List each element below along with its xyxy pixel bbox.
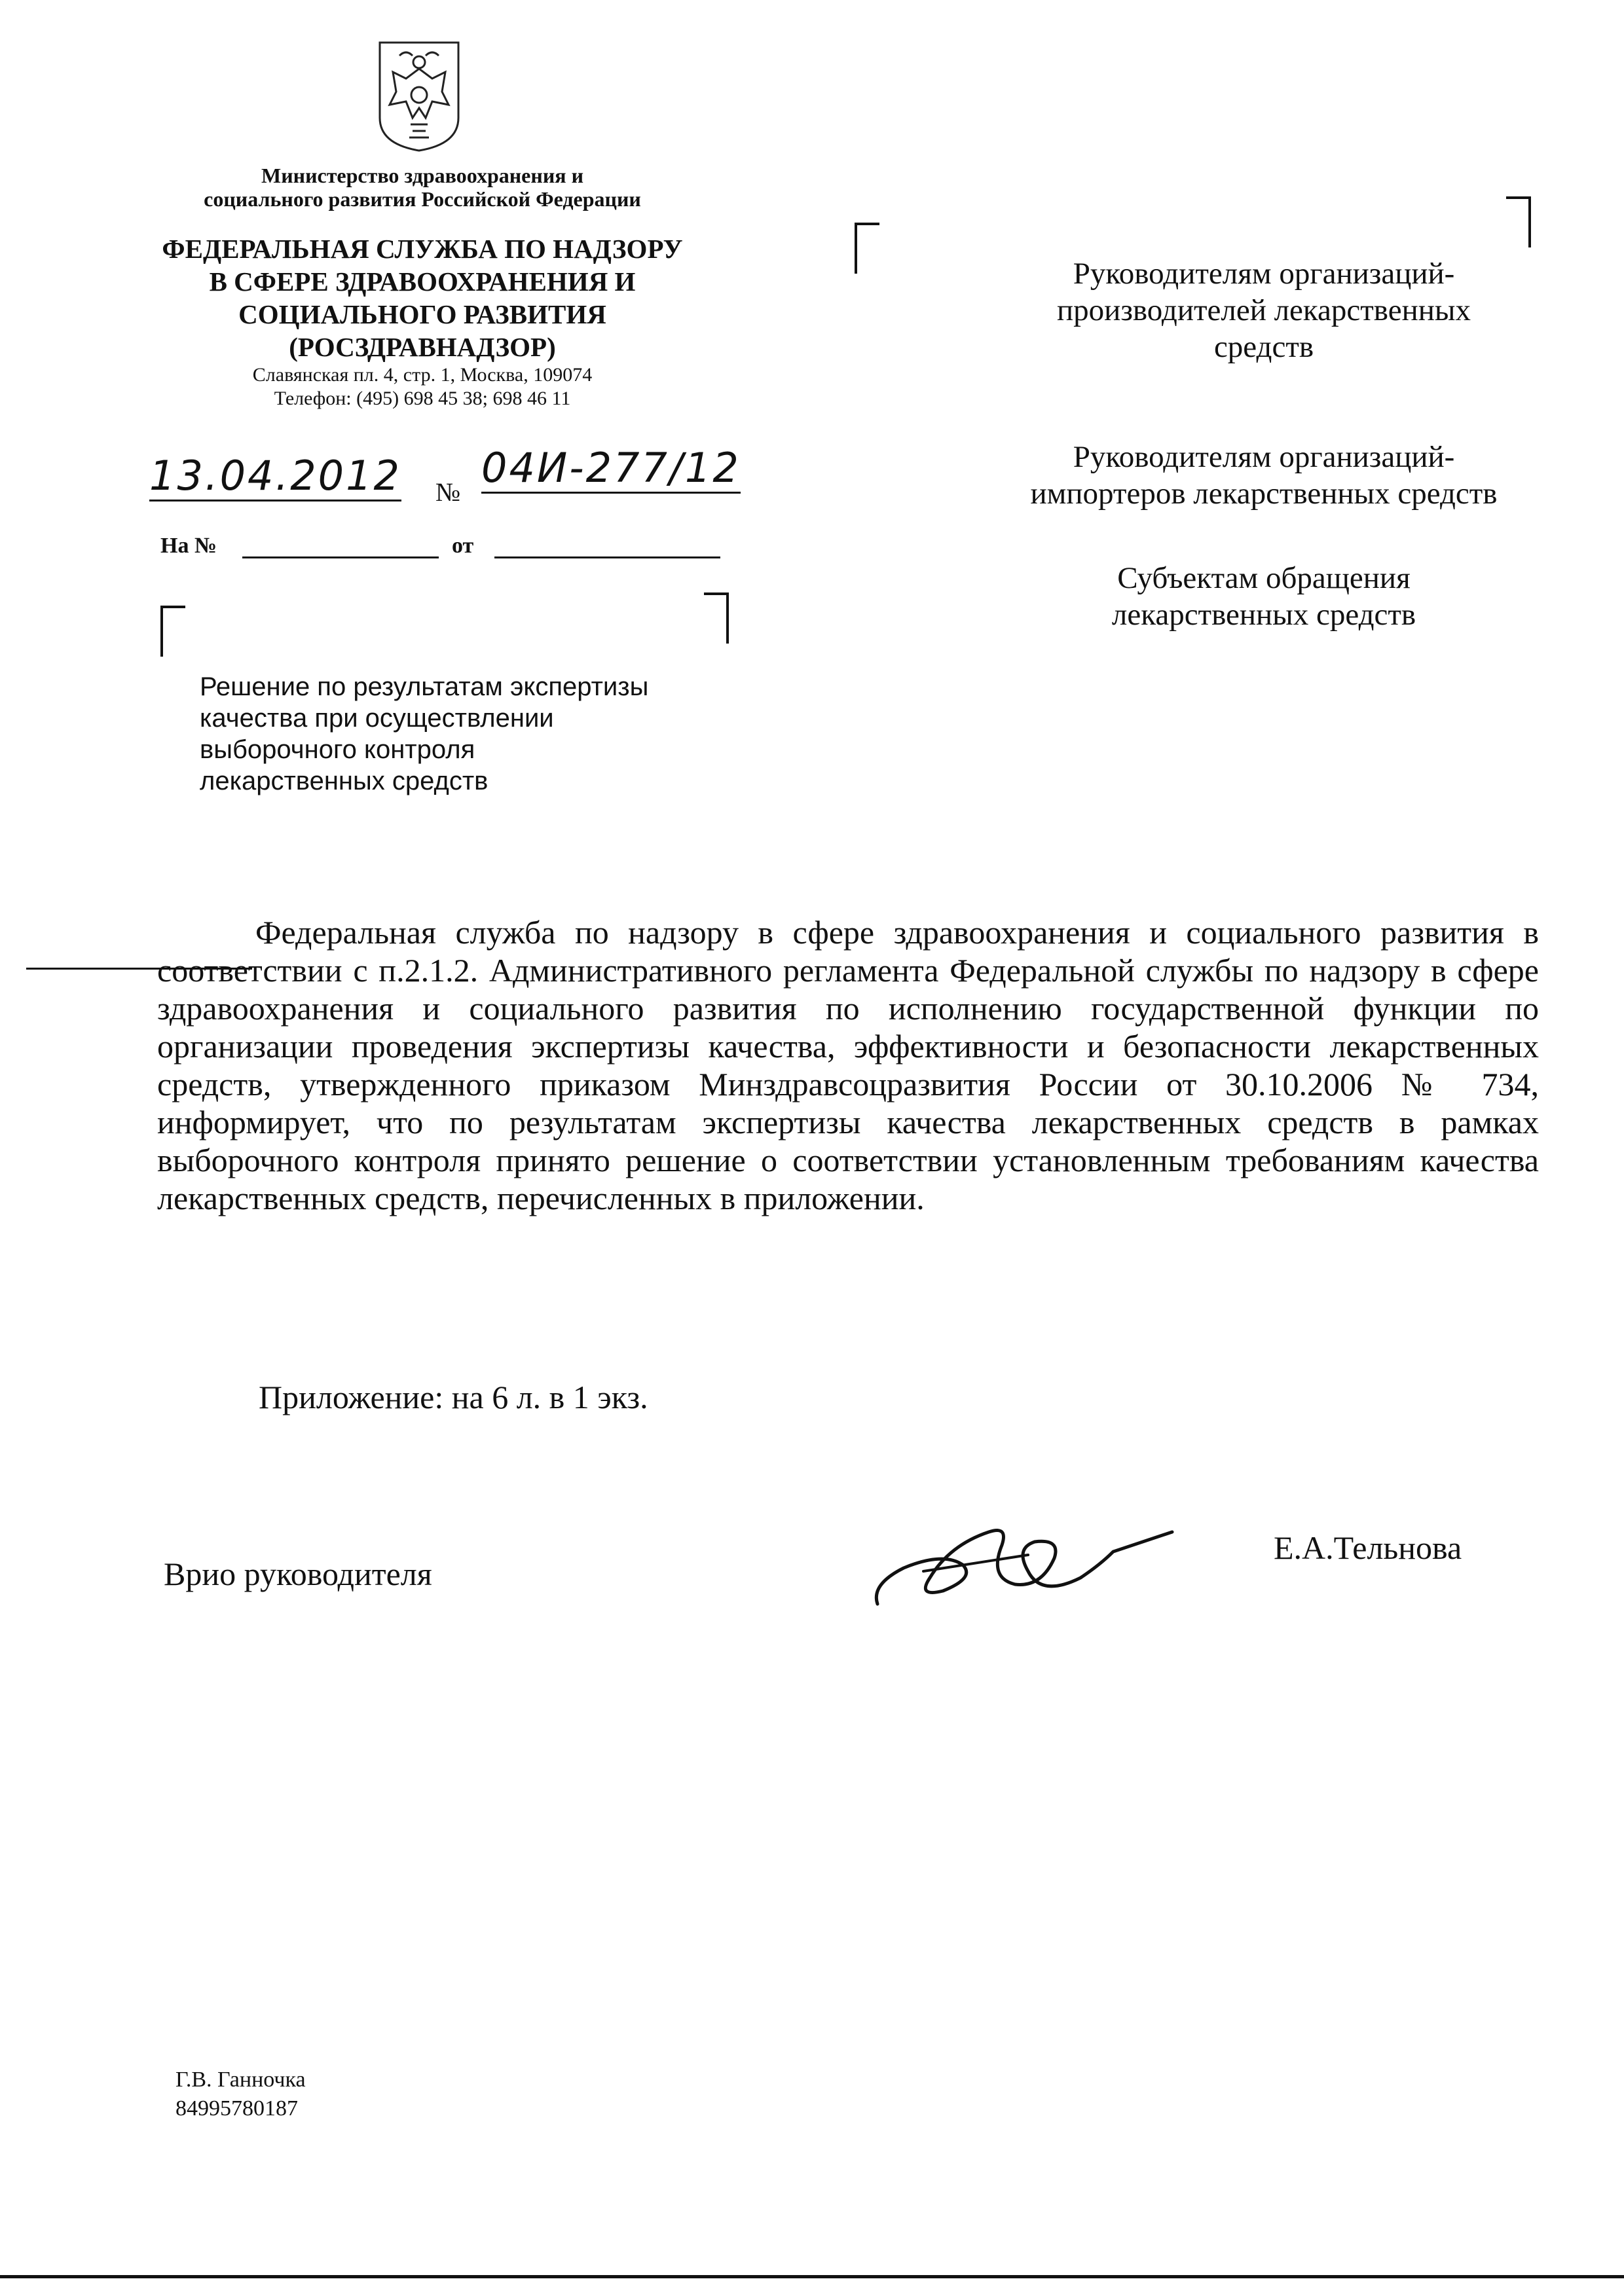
subject-line-2: качества при осуществлении — [200, 704, 554, 733]
subject-line-1: Решение по результатам экспертизы — [200, 672, 649, 701]
signatory-title: Врио руководителя — [164, 1556, 432, 1592]
letter-subject — [200, 671, 789, 797]
from-blank — [494, 556, 720, 558]
addressee-circulation-subjects — [910, 560, 1617, 633]
number-prefix: № — [435, 477, 461, 507]
letter-body: Федеральная служба по надзору в сфере здравоохранения и социального развития в соответствии с п.2.1.2. Административного регламента Федеральной службы по надзору в сфере здравоохранения и социального развития по исполнению государственной функции по организации проведения экспертизы качества, эффективности и безопасности лекарственных средств, утвержденного приказом Минздравсоцразвития России от 30.10.2006 № 734, информирует, что по результатам экспертизы качества лекарственных средств в рамках выборочного контроля принято решение о соответствии установленным требованиям качества лекарственных средств, перечисленных в приложении. — [157, 914, 1539, 1216]
addressee-line: лекарственных средств — [1111, 598, 1416, 632]
handwritten-signature — [864, 1506, 1179, 1624]
ministry-line-2: социального развития Российской Федерации — [204, 187, 641, 211]
subject-corner-right — [704, 592, 729, 644]
service-line-1: ФЕДЕРАЛЬНАЯ СЛУЖБА ПО НАДЗОРУ — [162, 234, 683, 264]
phone-line: Телефон: (495) 698 45 38; 698 46 11 — [274, 388, 571, 409]
signatory-name: Е.А.Тельнова — [1274, 1529, 1462, 1566]
service-line-2: В СФЕРЕ ЗДРАВООХРАНЕНИЯ И — [209, 266, 636, 297]
addressee-line: производителей лекарственных — [1057, 293, 1471, 327]
ministry-header — [111, 164, 733, 211]
executor-info — [175, 2066, 306, 2123]
subject-line-3: выборочного контроля — [200, 735, 475, 764]
outgoing-date: 13.04.2012 — [149, 452, 401, 501]
ministry-line-1: Министерство здравоохранения и — [261, 164, 583, 187]
addressee-corner-right — [1506, 196, 1531, 247]
addressee-line: Руководителям организаций- — [1073, 257, 1455, 291]
addressee-line: средств — [1213, 330, 1314, 364]
address-line: Славянская пл. 4, стр. 1, Москва, 109074 — [252, 364, 593, 386]
reply-to-label: На № — [160, 534, 217, 558]
service-address — [111, 363, 733, 410]
page-bottom-edge — [0, 2275, 1624, 2278]
service-line-4: (РОСЗДРАВНАДЗОР) — [289, 332, 556, 362]
subject-corner-left — [160, 606, 185, 657]
executor-name: Г.В. Ганночка — [175, 2068, 306, 2092]
addressee-line: импортеров лекарственных средств — [1030, 477, 1498, 511]
addressee-line: Руководителям организаций- — [1073, 440, 1455, 474]
reply-to-blank — [242, 556, 439, 558]
addressee-line: Субъектам обращения — [1117, 561, 1411, 595]
service-line-3: СОЦИАЛЬНОГО РАЗВИТИЯ — [238, 299, 606, 329]
attachment-note: Приложение: на 6 л. в 1 экз. — [259, 1379, 648, 1415]
coat-of-arms-icon — [370, 39, 468, 154]
outgoing-number: 04И-277/12 — [481, 444, 741, 494]
service-name — [111, 232, 733, 363]
addressee-importers — [910, 439, 1617, 512]
subject-line-4: лекарственных средств — [200, 767, 489, 795]
from-label: от — [452, 534, 474, 558]
addressee-corner-left — [855, 223, 879, 274]
executor-phone: 84995780187 — [175, 2096, 298, 2121]
addressee-manufacturers — [910, 255, 1617, 365]
